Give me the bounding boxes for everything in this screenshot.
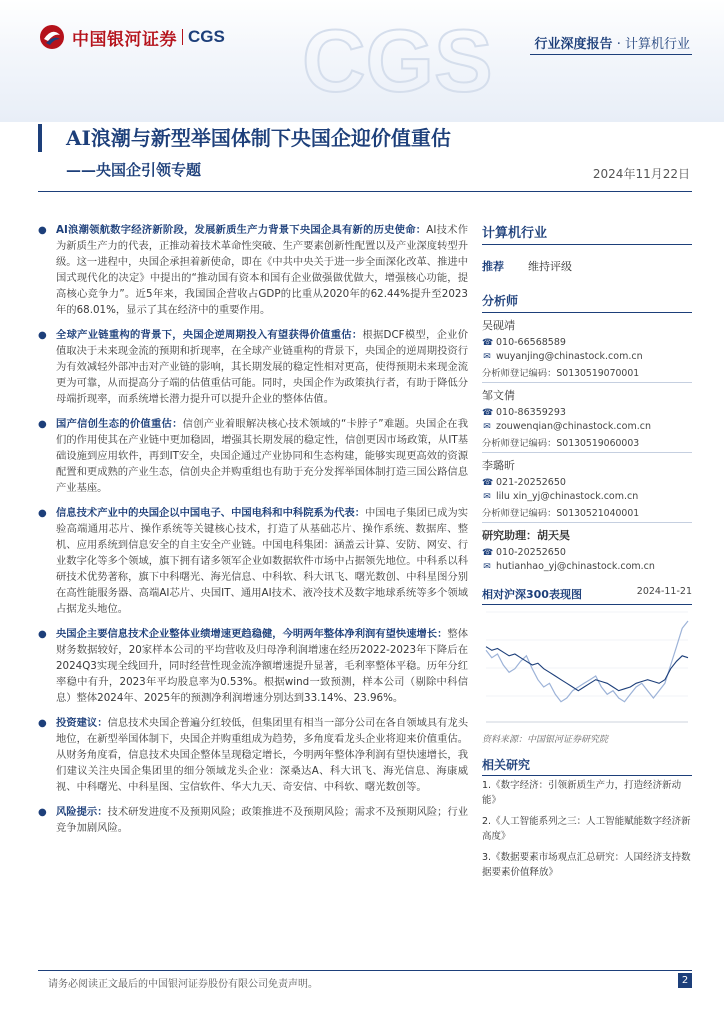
sidebar-industry-title: 计算机行业 (482, 222, 692, 245)
bullet-icon: ● (38, 807, 47, 818)
related-item[interactable]: 1.《数字经济：引领新质生产力，打造经济新动能》 (482, 780, 682, 806)
rating-value: 维持评级 (528, 260, 572, 273)
chart-source: 资料来源：中国银河证券研究院 (482, 735, 609, 745)
analyst-heading: 分析师 (482, 292, 692, 313)
analyst-cert: 分析师登记编码：S0130519070001 (482, 365, 692, 383)
report-category: 行业深度报告 (534, 37, 613, 52)
chart-date: 2024-11-21 (636, 586, 692, 597)
analyst-name: 邹文倩 (482, 389, 515, 402)
page-number: 2 (678, 973, 692, 988)
cgs-watermark (300, 6, 493, 110)
related-research-heading: 相关研究 (482, 756, 692, 776)
paragraph-text: AI技术作为新质生产力的代表，正推动着技术革命性突破、生产要素创新性配置以及产业深度转型升级。这一进程中，央国企承担着新使命，即在《中共中央关于进一步全面深化改革、推进中国式现代化的决定》中提出的“推动国有资本和国有企业做强做优做大，增强核心功能，提高核心竞争力”。近5年来，我国国企营收占GDP的比重从2020年的62.44%提升至2023年的68.01%，显示了其在经济中的重要作用。 (56, 224, 468, 316)
page-subtitle: ——央国企引领专题 (66, 161, 202, 179)
chart-title: 相对沪深300表现图 (482, 588, 582, 601)
paragraph-lead: 风险提示： (56, 806, 108, 818)
analyst-name: 李璐昕 (482, 459, 515, 472)
relative-performance-chart (482, 604, 692, 728)
paragraph-lead: AI浪潮领航数字经济新阶段，发展新质生产力背景下央国企具有新的历史使命： (56, 224, 427, 236)
header-separator: · (616, 37, 621, 52)
paragraph-text: 根据DCF模型，企业价值取决于未来现金流的预期和折现率，在全球产业链重构的背景下，央国企的逆周期投资行为有效减轻外部冲击对产业链的影响，其长期发展的稳定性相对更高，使得预期未来现金流更为可靠，从而提高分子端的估值重估可能。同时，央国企作为政策执行者，有助于降低分母端折现率，而系统增长潜力提升可以提升企业的整体估值。 (56, 329, 468, 405)
analyst-name: 吴砚靖 (482, 319, 515, 332)
paragraph-lead: 国产信创生态的价值重估： (56, 418, 183, 430)
series-line-1 (486, 621, 688, 702)
title-accent-bar (38, 124, 42, 152)
research-assistant (482, 527, 692, 572)
paragraph-lead: 投资建议： (56, 717, 108, 729)
logo (38, 22, 225, 52)
analyst-card (482, 317, 692, 383)
mail-icon: ✉ (483, 561, 491, 572)
logo-abbr: CGS (188, 27, 225, 46)
svg-text:CGS: CGS (302, 11, 493, 110)
paragraph-lead: 全球产业链重构的背景下，央国企逆周期投入有望获得价值重估： (56, 329, 363, 341)
analyst-email-line (482, 351, 692, 362)
sidebar (482, 222, 692, 575)
rating-row (482, 258, 692, 274)
related-research-list (482, 778, 692, 886)
assistant-phone: 010-20252650 (496, 547, 566, 558)
assistant-email-line (482, 561, 692, 572)
analyst-email-line (482, 421, 692, 432)
phone-icon: ☎ (482, 337, 494, 348)
phone-icon: ☎ (482, 407, 494, 418)
rating-label: 推荐 (482, 260, 504, 273)
paragraph-text: 信息技术央国企普遍分红较低，但集团里有相当一部分公司在各自领域具有龙头地位，在新型举国体制下，央国企并购重组成为趋势，多角度看龙头企业将迎来价值重估。从财务角度看，信息技术央国企整体呈现稳定增长，今明两年整体净利润有望快速增长，我们建议关注央国企集团里的细分领域龙头企业：深桑达A、科大讯飞、海光信息、海康威视、中科曙光、中科星图、宝信软件、华大九天、奇安信、中科软、曙光数创等。 (56, 717, 469, 793)
analyst-email-line (482, 491, 692, 502)
analyst-phone: 010-86359293 (496, 407, 566, 418)
footer-disclaimer: 请务必阅读正文最后的中国银河证券股份有限公司免责声明。 (48, 979, 318, 990)
assistant-name: 研究助理：胡天昊 (482, 529, 570, 542)
logo-icon (38, 23, 66, 51)
summary-paragraph (38, 626, 469, 706)
header-rule (530, 54, 692, 55)
analyst-email[interactable]: wuyanjing@chinastock.com.cn (496, 351, 643, 362)
analyst-card (482, 387, 692, 453)
analyst-cert: 分析师登记编码：S0130519060003 (482, 435, 692, 453)
paragraph-lead: 央国企主要信息技术企业整体业绩增速更趋稳健，今明两年整体净利润有望快速增长： (56, 628, 448, 640)
summary-paragraph (38, 327, 468, 407)
analyst-phone: 021-20252650 (496, 477, 566, 488)
mail-icon: ✉ (483, 421, 491, 432)
report-date: 2024年11月22日 (592, 167, 690, 181)
paragraph-text: 整体财务数据较好，20家样本公司的平均营收及归母净利润增速在经历2022-2023年下降后在2024Q3实现全线回升，同时经营性现金流净额增速提升显著，毛利率整体平稳。历年分红率稳中有升，2023年平均股息率为0.53%。根据wind一致预测，样本公司（剔除中科信息）整体2024年、2025年的预测净利润增速分别达到33.14%、23.96%。 (56, 628, 469, 704)
analyst-email[interactable]: lilu xin_yj@chinastock.com.cn (496, 491, 639, 502)
page-title: AI浪潮与新型举国体制下央国企迎价值重估 (66, 126, 451, 150)
phone-icon: ☎ (482, 547, 494, 558)
analyst-cert: 分析师登记编码：S0130521040001 (482, 505, 692, 523)
summary-paragraph (38, 804, 469, 836)
bullet-icon: ● (38, 419, 47, 430)
related-item[interactable]: 3.《数据要素市场观点汇总研究：人国经济支持数据要素价值释放》 (482, 852, 691, 878)
assistant-email[interactable]: hutianhao_yj@chinastock.com.cn (496, 561, 655, 572)
summary-paragraph (38, 505, 469, 617)
analyst-phone-line (482, 407, 692, 418)
bullet-icon: ● (38, 629, 47, 640)
main-summary (38, 222, 469, 845)
mail-icon: ✉ (483, 491, 491, 502)
analyst-email[interactable]: zouwenqian@chinastock.com.cn (496, 421, 651, 432)
paragraph-text: 信创产业着眼解决核心技术领域的“卡脖子”难题。央国企在我们的作用使其在产业链中更加稳固，增强其长期发展的稳定性，信创更因市场政策，从IT基础设施到应用软件，再到IT安全，央国企通过产业协同和生态构建，能够实现更高效的资源配置和更成熟的产业生态，信创央企并购重组也有助于充分发挥举国体制打造三国公路信息产业基座。 (56, 418, 468, 494)
mail-icon: ✉ (483, 351, 491, 362)
logo-text: 中国银河证券 (72, 29, 177, 50)
analyst-phone-line (482, 477, 692, 488)
series-line-2 (486, 647, 688, 691)
analyst-card (482, 457, 692, 523)
analyst-phone: 010-66568589 (496, 337, 566, 348)
summary-paragraph (38, 416, 468, 496)
bullet-icon: ● (38, 508, 47, 519)
footer (38, 970, 692, 990)
phone-icon: ☎ (482, 477, 494, 488)
bullet-icon: ● (38, 330, 47, 341)
assistant-phone-line (482, 547, 692, 558)
paragraph-lead: 信息技术产业中的央国企以中国电子、中国电科和中科院系为代表： (56, 507, 366, 519)
analyst-phone-line (482, 337, 692, 348)
paragraph-text: 中国电子集团已成为实验高端通用芯片、操作系统等关键核心技术，打造了从基础芯片、操作系统、数据库、整机、应用系统到信息安全的自主安全产业链。中国电科集团：涵盖云计算、安防、网安、行业数字化等多个领域，旗下拥有诸多领军企业如数据软件市场中占据领先地位。中科系以科研技术优势著称，旗下中科曙光、海光信息、中科软、科大讯飞、曙光数创、中科星图分别在高性能服务器、高端AI芯片、央国IT、通用AI技术、液冷技术及数字地球系统等多个领域占据龙头地位。 (56, 507, 469, 615)
chart-header (482, 586, 692, 605)
bullet-icon: ● (38, 718, 47, 729)
report-type (535, 33, 690, 52)
bullet-icon: ● (38, 225, 47, 236)
summary-paragraph (38, 715, 469, 795)
title-rule (38, 191, 692, 192)
header-industry: 计算机行业 (624, 37, 690, 52)
logo-divider (182, 29, 183, 45)
related-item[interactable]: 2.《人工智能系列之三：人工智能赋能数字经济新高度》 (482, 816, 691, 842)
paragraph-text: 技术研发进度不及预期风险；政策推进不及预期风险；需求不及预期风险；行业竞争加剧风险。 (56, 806, 469, 834)
summary-paragraph (38, 222, 468, 318)
